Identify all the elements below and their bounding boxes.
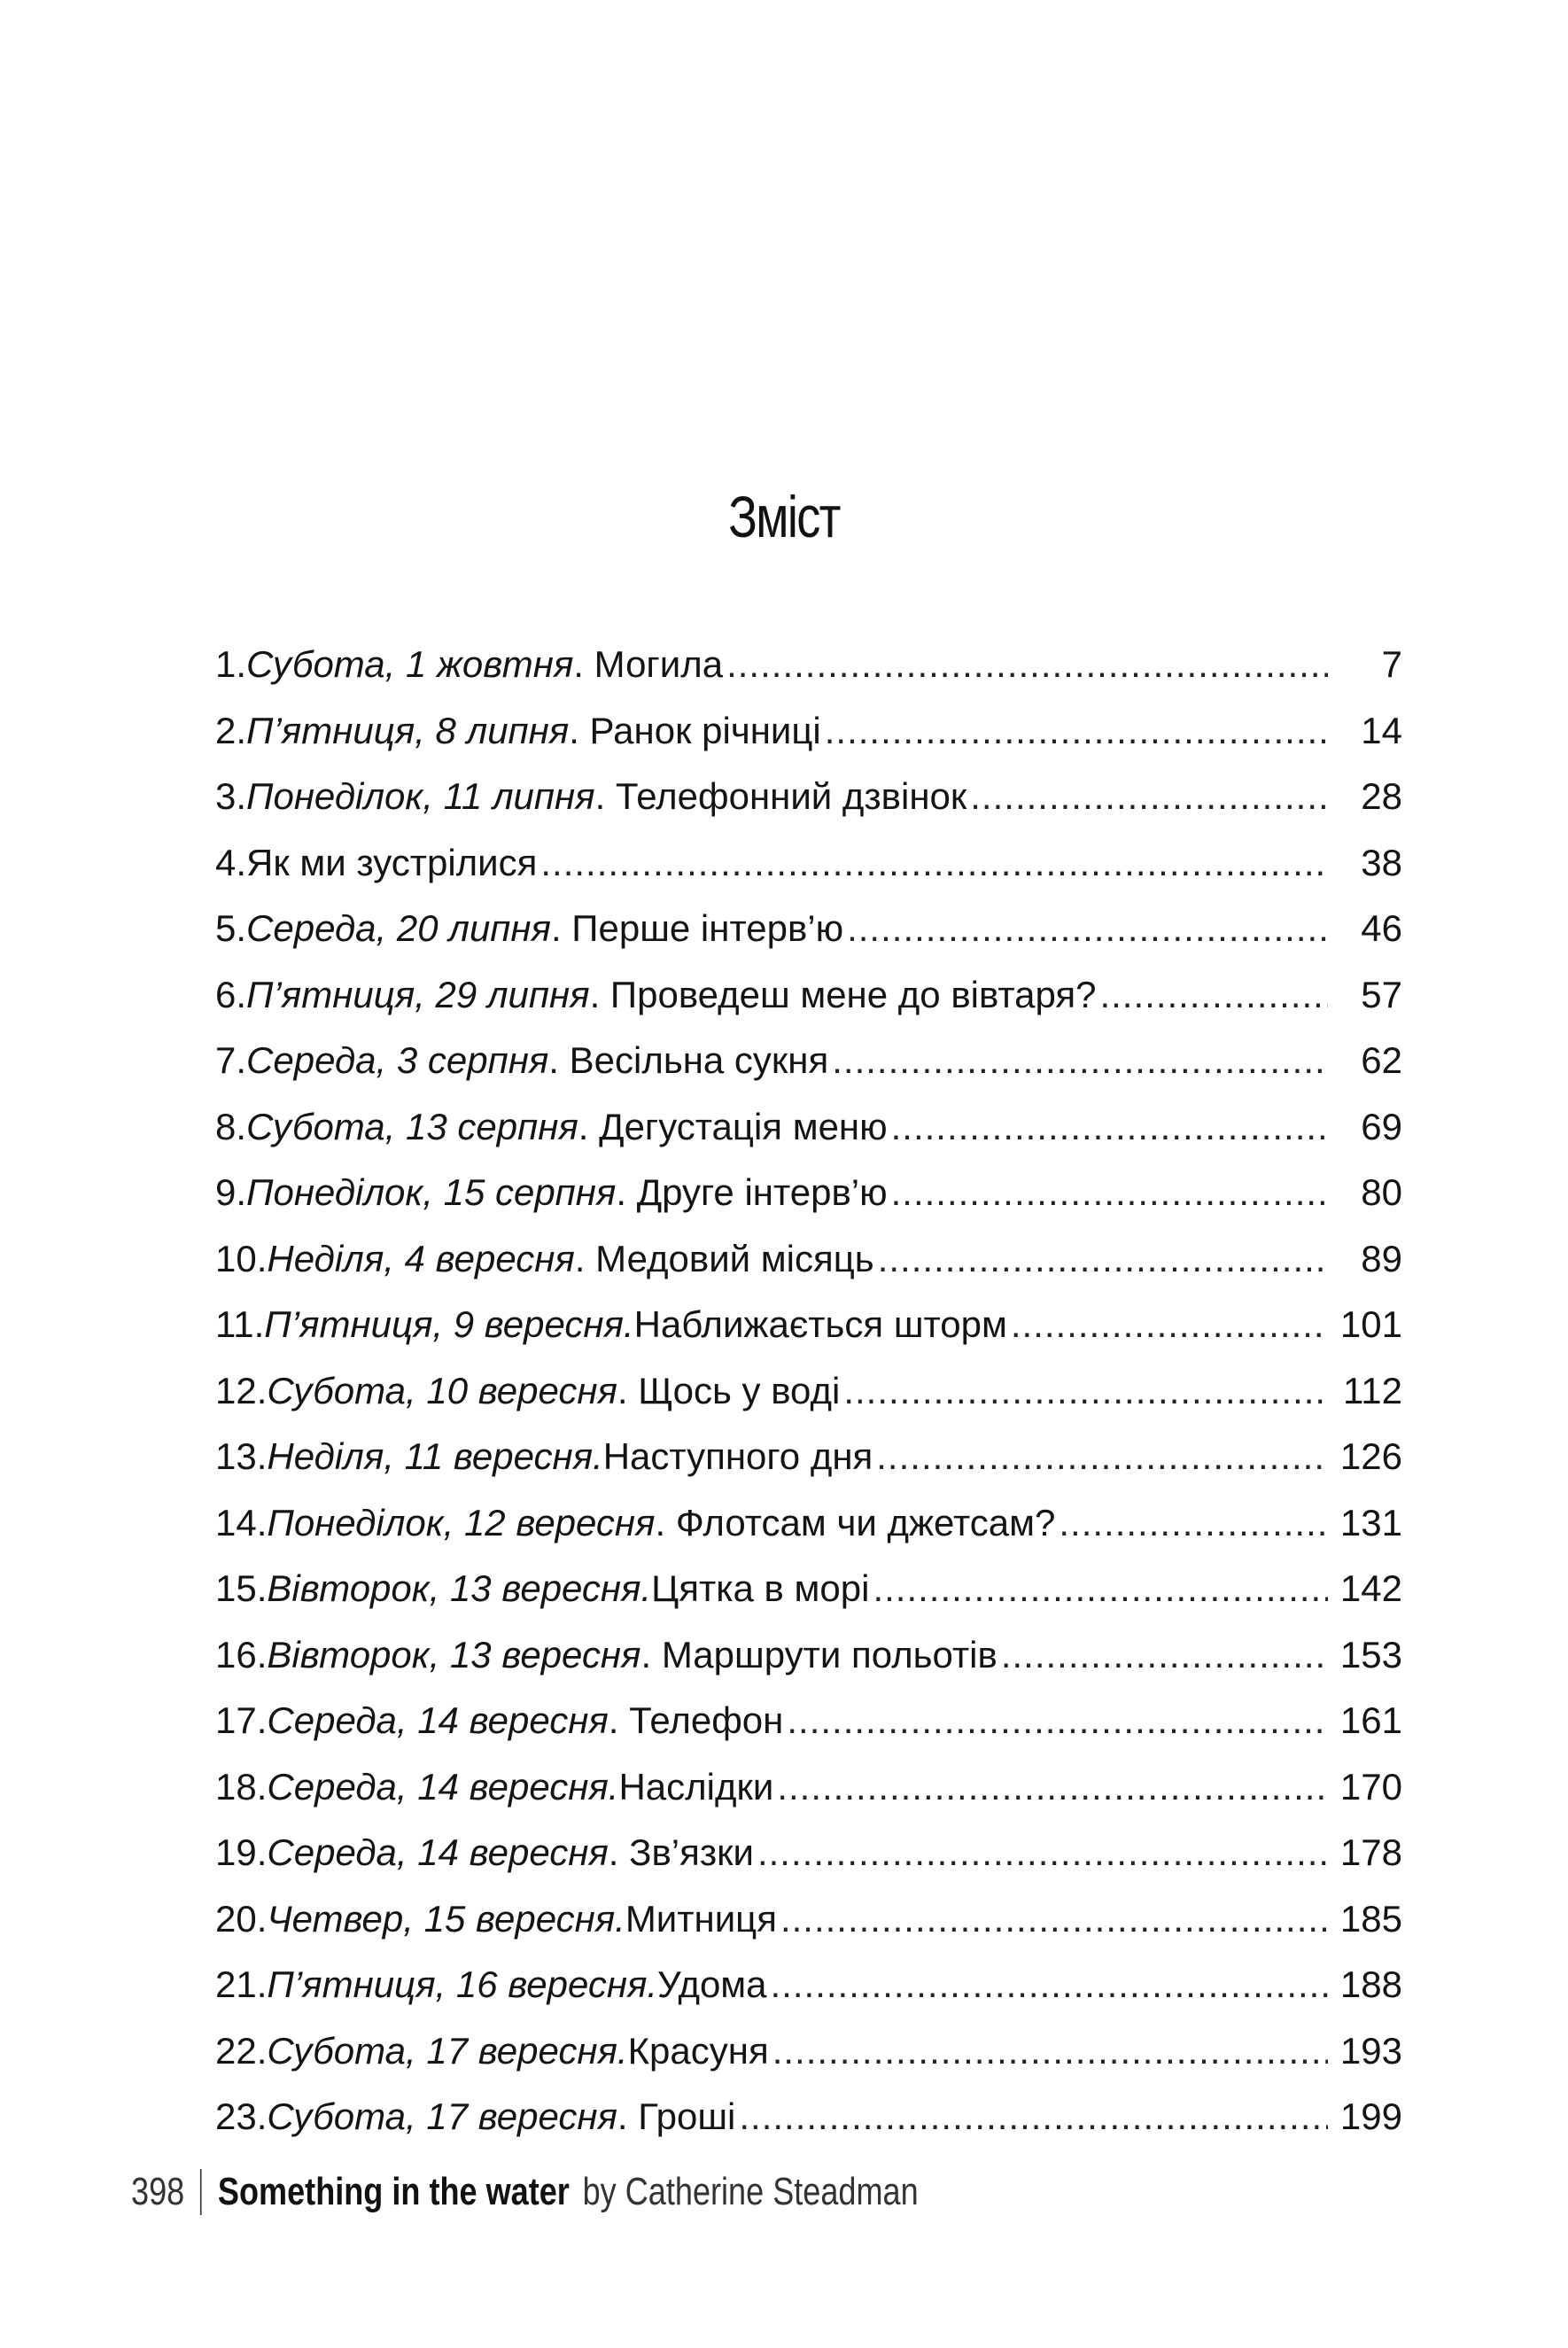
toc-entry-page: 185 bbox=[1339, 1897, 1402, 1940]
toc-entry-page: 7 bbox=[1381, 643, 1402, 685]
toc-entry-number: 23. bbox=[215, 2095, 268, 2137]
toc-entry-title: Удома bbox=[657, 1963, 767, 2005]
toc-entry[interactable] bbox=[215, 1820, 1402, 1886]
toc-entry-page: 57 bbox=[1361, 973, 1402, 1015]
toc-entry-page: 199 bbox=[1339, 2095, 1402, 2137]
dot-leader bbox=[771, 1952, 1328, 2018]
toc-entry[interactable] bbox=[215, 1952, 1402, 2018]
toc-entry-page: 62 bbox=[1361, 1039, 1402, 1081]
dot-leader bbox=[777, 1754, 1328, 1821]
toc-entry-page: 188 bbox=[1339, 1963, 1402, 2005]
toc-entry-number: 18. bbox=[215, 1765, 268, 1808]
toc-entry-date: Понеділок, 11 липня bbox=[246, 775, 595, 817]
toc-entry-page: 28 bbox=[1361, 775, 1402, 817]
toc-entry-date: Понеділок, 15 серпня bbox=[246, 1171, 617, 1213]
dot-leader bbox=[847, 896, 1328, 962]
toc-entry[interactable] bbox=[215, 896, 1402, 962]
toc-entry-title: Наслідки bbox=[618, 1765, 774, 1808]
dot-leader bbox=[891, 1094, 1328, 1161]
toc-entry-number: 17. bbox=[215, 1699, 268, 1741]
toc-entry-title: . Зв’язки bbox=[608, 1831, 754, 1873]
toc-entry[interactable] bbox=[215, 2084, 1402, 2150]
toc-entry[interactable] bbox=[215, 1754, 1402, 1821]
toc-entry[interactable] bbox=[215, 1490, 1402, 1557]
book-author: by Catherine Steadman bbox=[582, 2170, 919, 2213]
dot-leader bbox=[1059, 1490, 1328, 1557]
page-title: Зміст bbox=[728, 484, 840, 549]
toc-entry-date: Середа, 3 серпня bbox=[246, 1039, 549, 1081]
toc-entry-title: Митниця bbox=[625, 1897, 777, 1940]
toc-entry-title: . Дегустація меню bbox=[578, 1105, 888, 1147]
toc-entry[interactable] bbox=[215, 632, 1402, 698]
toc-entry-page: 193 bbox=[1339, 2029, 1402, 2072]
toc-entry[interactable] bbox=[215, 830, 1402, 897]
toc-entry-number: 12. bbox=[215, 1369, 268, 1411]
toc-entry-page: 112 bbox=[1343, 1369, 1402, 1411]
dot-leader bbox=[726, 632, 1328, 698]
toc-entry-date: П’ятниця, 8 липня bbox=[246, 709, 570, 751]
toc-entry-date: Середа, 14 вересня bbox=[267, 1831, 609, 1873]
toc-entry-date: Вівторок, 13 вересня. bbox=[267, 1567, 652, 1609]
toc-entry[interactable] bbox=[215, 1688, 1402, 1754]
toc-entry-page: 69 bbox=[1361, 1105, 1402, 1147]
page-number: 398 bbox=[131, 2170, 185, 2213]
toc-entry-page: 142 bbox=[1339, 1567, 1402, 1609]
toc-entry-title: . Щось у воді bbox=[617, 1369, 841, 1411]
toc-entry[interactable] bbox=[215, 2018, 1402, 2085]
toc-entry-date: Неділя, 4 вересня bbox=[267, 1237, 575, 1279]
footer-divider bbox=[200, 2169, 202, 2215]
toc-entry-number: 13. bbox=[215, 1435, 268, 1477]
dot-leader bbox=[891, 1160, 1328, 1226]
toc-entry-page: 126 bbox=[1339, 1435, 1402, 1477]
toc-entry[interactable] bbox=[215, 1622, 1402, 1689]
toc-entry[interactable] bbox=[215, 1292, 1402, 1358]
dot-leader bbox=[832, 1028, 1328, 1094]
toc-entry-title: . Телефонний дзвінок bbox=[594, 775, 967, 817]
toc-entry-number: 6. bbox=[215, 973, 247, 1015]
toc-entry-title: . Проведеш мене до вівтаря? bbox=[589, 973, 1097, 1015]
toc-entry-date: Неділя, 11 вересня. bbox=[267, 1435, 603, 1477]
toc-entry[interactable] bbox=[215, 1028, 1402, 1094]
dot-leader bbox=[780, 1886, 1328, 1953]
toc-entry-number: 15. bbox=[215, 1567, 268, 1609]
toc-entry-page: 89 bbox=[1361, 1237, 1402, 1279]
toc-entry-date: Субота, 13 серпня bbox=[246, 1105, 578, 1147]
dot-leader bbox=[970, 764, 1328, 830]
toc-entry-title: Цятка в морі bbox=[651, 1567, 870, 1609]
toc-entry-date: Вівторок, 13 вересня bbox=[267, 1633, 641, 1675]
toc-entry-title: . Перше інтерв’ю bbox=[550, 907, 844, 949]
toc-entry[interactable] bbox=[215, 1358, 1402, 1425]
toc-entry-number: 1. bbox=[215, 643, 247, 685]
dot-leader bbox=[873, 1556, 1328, 1622]
toc-entry-page: 178 bbox=[1339, 1831, 1402, 1873]
toc-entry-date: Субота, 17 вересня bbox=[267, 2095, 617, 2137]
toc-entry[interactable] bbox=[215, 1160, 1402, 1226]
toc-entry-number: 22. bbox=[215, 2029, 268, 2072]
dot-leader bbox=[787, 1688, 1328, 1754]
table-of-contents bbox=[215, 632, 1402, 2150]
dot-leader bbox=[876, 1424, 1328, 1490]
toc-entry-date: Субота, 1 жовтня bbox=[246, 643, 574, 685]
toc-entry-date: Субота, 10 вересня bbox=[267, 1369, 617, 1411]
toc-entry-number: 20. bbox=[215, 1897, 268, 1940]
toc-entry-title: Красуня bbox=[627, 2029, 769, 2072]
toc-entry-number: 5. bbox=[215, 907, 247, 949]
toc-entry-title: Як ми зустрілися bbox=[246, 841, 538, 883]
toc-entry-page: 14 bbox=[1361, 709, 1402, 751]
toc-entry-page: 170 bbox=[1339, 1765, 1402, 1808]
dot-leader bbox=[1011, 1292, 1328, 1358]
toc-entry[interactable] bbox=[215, 698, 1402, 765]
toc-entry[interactable] bbox=[215, 962, 1402, 1029]
dot-leader bbox=[1099, 962, 1328, 1029]
toc-entry-number: 10. bbox=[215, 1237, 268, 1279]
toc-entry-title: . Весільна сукня bbox=[548, 1039, 829, 1081]
book-title: Something in the water bbox=[217, 2170, 570, 2213]
toc-entry-title: . Друге інтерв’ю bbox=[616, 1171, 888, 1213]
toc-entry-title: Наступного дня bbox=[602, 1435, 873, 1477]
toc-entry-title: . Телефон bbox=[608, 1699, 784, 1741]
dot-leader bbox=[878, 1226, 1328, 1293]
toc-entry[interactable] bbox=[215, 764, 1402, 830]
dot-leader bbox=[1001, 1622, 1328, 1689]
toc-entry-title: . Ранок річниці bbox=[569, 709, 821, 751]
toc-entry-page: 161 bbox=[1339, 1699, 1402, 1741]
toc-entry-number: 16. bbox=[215, 1633, 268, 1675]
toc-entry-title: Наближається шторм bbox=[633, 1303, 1007, 1345]
toc-entry-title: . Флотсам чи джетсам? bbox=[655, 1501, 1056, 1543]
toc-entry[interactable] bbox=[215, 1886, 1402, 1953]
toc-entry[interactable] bbox=[215, 1556, 1402, 1622]
dot-leader bbox=[540, 830, 1328, 897]
toc-entry[interactable] bbox=[215, 1424, 1402, 1490]
toc-entry-page: 153 bbox=[1339, 1633, 1402, 1675]
toc-entry-date: П’ятниця, 29 липня bbox=[246, 973, 590, 1015]
toc-entry-date: Середа, 14 вересня. bbox=[267, 1765, 619, 1808]
toc-entry[interactable] bbox=[215, 1094, 1402, 1161]
page-footer bbox=[131, 2169, 919, 2215]
toc-entry-number: 4. bbox=[215, 841, 247, 883]
toc-entry-page: 131 bbox=[1339, 1501, 1402, 1543]
toc-entry-date: П’ятниця, 9 вересня. bbox=[264, 1303, 634, 1345]
toc-entry-title: . Гроші bbox=[617, 2095, 736, 2137]
toc-entry-number: 9. bbox=[215, 1171, 247, 1213]
dot-leader bbox=[739, 2084, 1328, 2150]
dot-leader bbox=[757, 1820, 1328, 1886]
toc-entry-date: П’ятниця, 16 вересня. bbox=[267, 1963, 658, 2005]
toc-entry-page: 38 bbox=[1361, 841, 1402, 883]
dot-leader bbox=[772, 2018, 1328, 2085]
toc-entry-page: 80 bbox=[1361, 1171, 1402, 1213]
toc-entry-number: 19. bbox=[215, 1831, 268, 1873]
toc-entry-date: Понеділок, 12 вересня bbox=[267, 1501, 656, 1543]
toc-entry-title: . Маршрути польотів bbox=[640, 1633, 997, 1675]
toc-entry-title: . Могила bbox=[573, 643, 724, 685]
toc-entry-number: 11. bbox=[215, 1303, 265, 1345]
toc-entry-number: 7. bbox=[215, 1039, 247, 1081]
dot-leader bbox=[825, 698, 1328, 765]
toc-entry-title: . Медовий місяць bbox=[574, 1237, 874, 1279]
dot-leader bbox=[843, 1358, 1328, 1425]
toc-entry-page: 46 bbox=[1361, 907, 1402, 949]
toc-entry-date: Субота, 17 вересня. bbox=[267, 2029, 628, 2072]
toc-entry-number: 21. bbox=[215, 1963, 268, 2005]
toc-entry-number: 3. bbox=[215, 775, 247, 817]
toc-entry-date: Середа, 20 липня bbox=[246, 907, 551, 949]
toc-entry-number: 2. bbox=[215, 709, 247, 751]
toc-entry-page: 101 bbox=[1339, 1303, 1402, 1345]
toc-entry-date: Четвер, 15 вересня. bbox=[267, 1897, 625, 1940]
toc-entry-date: Середа, 14 вересня bbox=[267, 1699, 609, 1741]
toc-entry[interactable] bbox=[215, 1226, 1402, 1293]
toc-entry-number: 14. bbox=[215, 1501, 268, 1543]
toc-entry-number: 8. bbox=[215, 1105, 247, 1147]
